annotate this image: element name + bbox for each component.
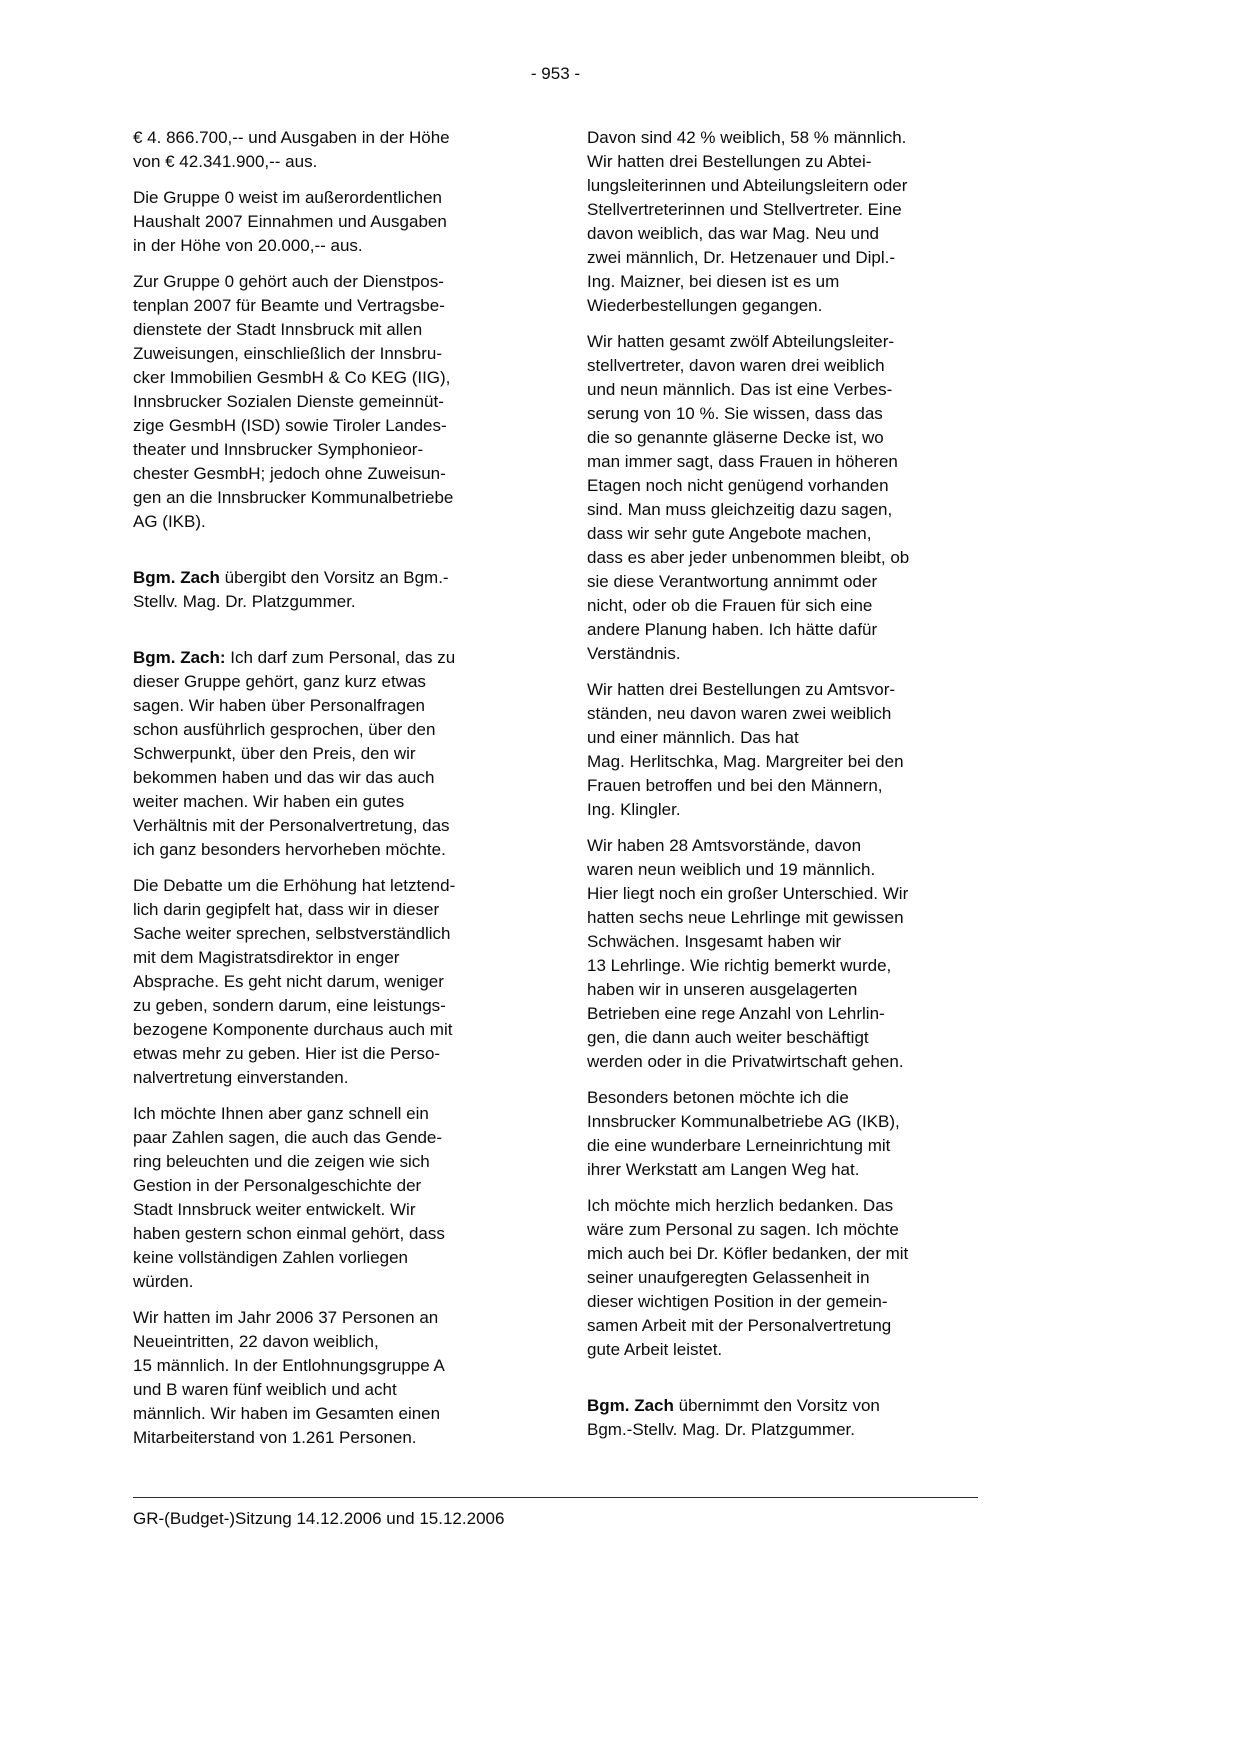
page-footer [133, 1497, 978, 1531]
speaker-paragraph: Bgm. Zach übergibt den Vorsitz an Bgm.- Stellv. Mag. Dr. Platzgummer. [133, 568, 449, 611]
paragraph: Wir hatten gesamt zwölf Abteilungsleiter- stellvertreter, davon waren drei weiblich und neun männlich. Das ist eine Verbes- serung von 10 %. Sie wissen, dass das die so genannte gläserne Decke ist, wo man immer sagt, dass Frauen in höheren Etagen noch nicht genügend vorhanden sind. Man muss gleichzeitig dazu sagen, dass wir sehr gute Angebote machen, dass es aber jeder unbenommen bleibt, ob sie diese Verantwortung annimmt oder nicht, oder ob die Frauen für sich eine andere Planung haben. Ich hätte dafür Verständnis. [587, 332, 910, 663]
speaker-paragraph: Bgm. Zach: Ich darf zum Personal, das zu dieser Gruppe gehört, ganz kurz etwas sagen. Wir haben über Personalfragen schon ausführlich gesprochen, über den Schwerpunkt, über den Preis, den wir bekommen haben und das wir das auch weiter machen. Wir haben ein gutes Verhältnis mit der Personalvertretung, das ich ganz besonders hervorheben möchte. [133, 648, 456, 859]
paragraph: Wir hatten im Jahr 2006 37 Personen an Neueintritten, 22 davon weiblich, 15 männlich. In der Entlohnungsgruppe A und B waren fünf weiblich und acht männlich. Wir haben im Gesamten einen Mitarbeiterstand von 1.261 Personen. [133, 1308, 445, 1447]
right-column [587, 126, 977, 1454]
speaker-paragraph: Bgm. Zach übernimmt den Vorsitz von Bgm.-Stellv. Mag. Dr. Platzgummer. [587, 1396, 880, 1439]
paragraph: Die Gruppe 0 weist im außerordentlichen Haushalt 2007 Einnahmen und Ausgaben in der Höhe von 20.000,-- aus. [133, 188, 447, 255]
paragraph: Ich möchte Ihnen aber ganz schnell ein paar Zahlen sagen, die auch das Gende- ring beleuchten und die zeigen wie sich Gestion in der Personalgeschichte der Stadt Innsbruck weiter entwickelt. Wir haben gestern schon einmal gehört, dass keine vollständigen Zahlen vorliegen würden. [133, 1104, 445, 1291]
left-column [133, 126, 523, 1462]
paragraph: Wir haben 28 Amtsvorstände, davon waren neun weiblich und 19 männlich. Hier liegt noch ein großer Unterschied. Wir hatten sechs neue Lehrlinge mit gewissen Schwächen. Insgesamt haben wir 13 Lehrlinge. Wie richtig bemerkt wurde, haben wir in unseren ausgelagerten Betrieben eine rege Anzahl von Lehrlin- gen, die dann auch weiter beschäftigt werden oder in die Privatwirtschaft gehen. [587, 836, 909, 1071]
paragraph: Ich möchte mich herzlich bedanken. Das wäre zum Personal zu sagen. Ich möchte mich auch bei Dr. Köfler bedanken, der mit seiner unaufgeregten Gelassenheit in dieser wichtigen Position in der gemein- samen Arbeit mit der Personalvertretung gute Arbeit leistet. [587, 1196, 909, 1359]
page-number: - 953 - [530, 64, 581, 83]
footer-text: GR-(Budget-)Sitzung 14.12.2006 und 15.12.2006 [133, 1509, 505, 1528]
paragraph: Zur Gruppe 0 gehört auch der Dienstpos- tenplan 2007 für Beamte und Vertragsbe- dienstete der Stadt Innsbruck mit allen Zuweisungen, einschließlich der Innsbru- cker Immobilien GesmbH & Co KEG (IIG), Innsbrucker Sozialen Dienste gemeinnüt- zige GesmbH (ISD) sowie Tiroler Landes- theater und Innsbrucker Symphonieor- chester GesmbH; jedoch ohne Zuweisun- gen an die Innsbrucker Kommunalbetriebe AG (IKB). [133, 272, 454, 531]
paragraph: Davon sind 42 % weiblich, 58 % männlich. Wir hatten drei Bestellungen zu Abtei- lungsleiterinnen und Abteilungsleitern oder Stellvertreterinnen und Stellvertreter. Eine davon weiblich, das war Mag. Neu und zwei männlich, Dr. Hetzenauer und Dipl.- Ing. Maizner, bei diesen ist es um Wiederbestellungen gegangen. [587, 128, 908, 315]
speaker-name: Bgm. Zach [133, 568, 220, 587]
paragraph: Die Debatte um die Erhöhung hat letztend- lich darin gegipfelt hat, dass wir in dieser Sache weiter sprechen, selbstverständlich mit dem Magistratsdirektor in enger Absprache. Es geht nicht darum, weniger zu geben, sondern darum, eine leistungs- bezogene Komponente durchaus auch mit etwas mehr zu geben. Hier ist die Perso- nalvertretung einverstanden. [133, 876, 456, 1087]
speaker-name: Bgm. Zach [587, 1396, 674, 1415]
page-content [133, 126, 978, 1462]
paragraph: Wir hatten drei Bestellungen zu Amtsvor- ständen, neu davon waren zwei weiblich und einer männlich. Das hat Mag. Herlitschka, Mag. Margreiter bei den Frauen betroffen und bei den Männern, Ing. Klingler. [587, 680, 904, 819]
speaker-name: Bgm. Zach: [133, 648, 226, 667]
paragraph: Besonders betonen möchte ich die Innsbrucker Kommunalbetriebe AG (IKB), die eine wunderbare Lerneinrichtung mit ihrer Werkstatt am Langen Weg hat. [587, 1088, 900, 1179]
paragraph: € 4. 866.700,-- und Ausgaben in der Höhe von € 42.341.900,-- aus. [133, 128, 450, 171]
